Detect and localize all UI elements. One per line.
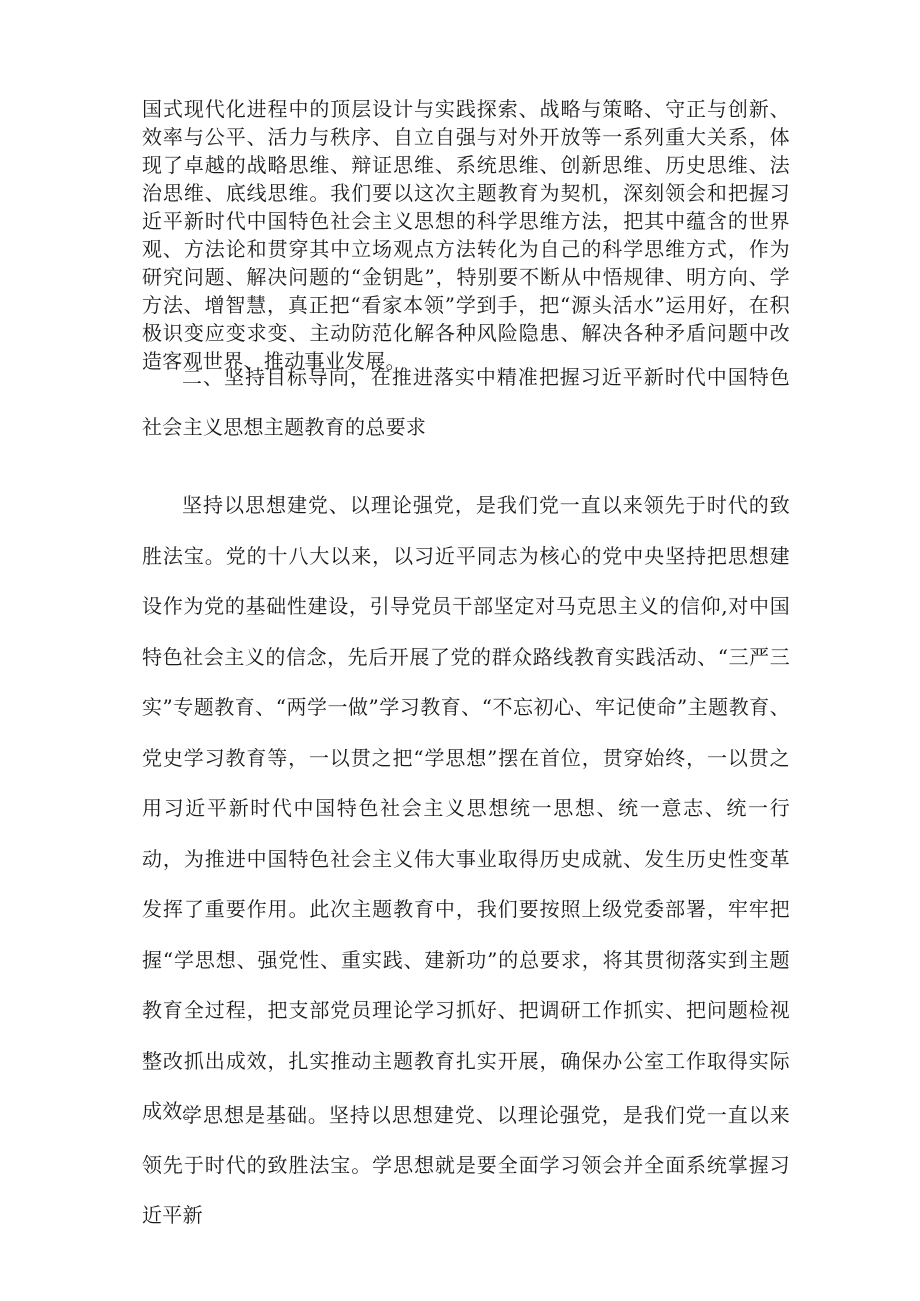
section-heading-2: 二、坚持目标导向，在推进落实中精准把握习近平新时代中国特色社会主义思想主题教育的总要求: [142, 365, 790, 439]
body-paragraph-3: 坚持以思想建党、以理论强党，是我们党一直以来领先于时代的致胜法宝。党的十八大以来，以习近平同志为核心的党中央坚持把思想建设作为党的基础性建设，引导党员干部坚定对马克思主义的信仰,对中国特色社会主义的信念，先后开展了党的群众路线教育实践活动、“三严三实”专题教育、“两学一做”学习教育、“不忘初心、牢记使命”主题教育、党史学习教育等，一以贯之把“学思想”摆在首位，贯穿始终，一以贯之用习近平新时代中国特色社会主义思想统一思想、统一意志、统一行动，为推进中国特色社会主义伟大事业取得历史成就、发生历史性变革发挥了重要作用。此次主题教育中，我们要按照上级党委部署，牢牢把握“学思想、强党性、重实践、建新功”的总要求，将其贯彻落实到主题教育全过程，把支部党员理论学习抓好、把调研工作抓实、把问题检视整改抓出成效，扎实推动主题教育扎实开展，确保办公室工作取得实际成效。: [142, 493, 790, 1123]
body-paragraph-1: 国式现代化进程中的顶层设计与实践探索、战略与策略、守正与创新、效率与公平、活力与秩序、自立自强与对外开放等一系列重大关系，体现了卓越的战略思维、辩证思维、系统思维、创新思维、历史思维、法治思维、底线思维。我们要以这次主题教育为契机，深刻领会和把握习近平新时代中国特色社会主义思想的科学思维方法，把其中蕴含的世界观、方法论和贯穿其中立场观点方法转化为自己的科学思维方式，作为研究问题、解决问题的“金钥匙”，特别要不断从中悟规律、明方向、学方法、增智慧，真正把“看家本领”学到手，把“源头活水”运用好，在积极识变应变求变、主动防范化解各种风险隐患、解决各种矛盾问题中改造客观世界、推动事业发展。: [142, 97, 790, 373]
body-paragraph-4: 学思想是基础。坚持以思想建党、以理论强党，是我们党一直以来领先于时代的致胜法宝。学思想就是要全面学习领会并全面系统掌握习近平新: [142, 1103, 790, 1227]
